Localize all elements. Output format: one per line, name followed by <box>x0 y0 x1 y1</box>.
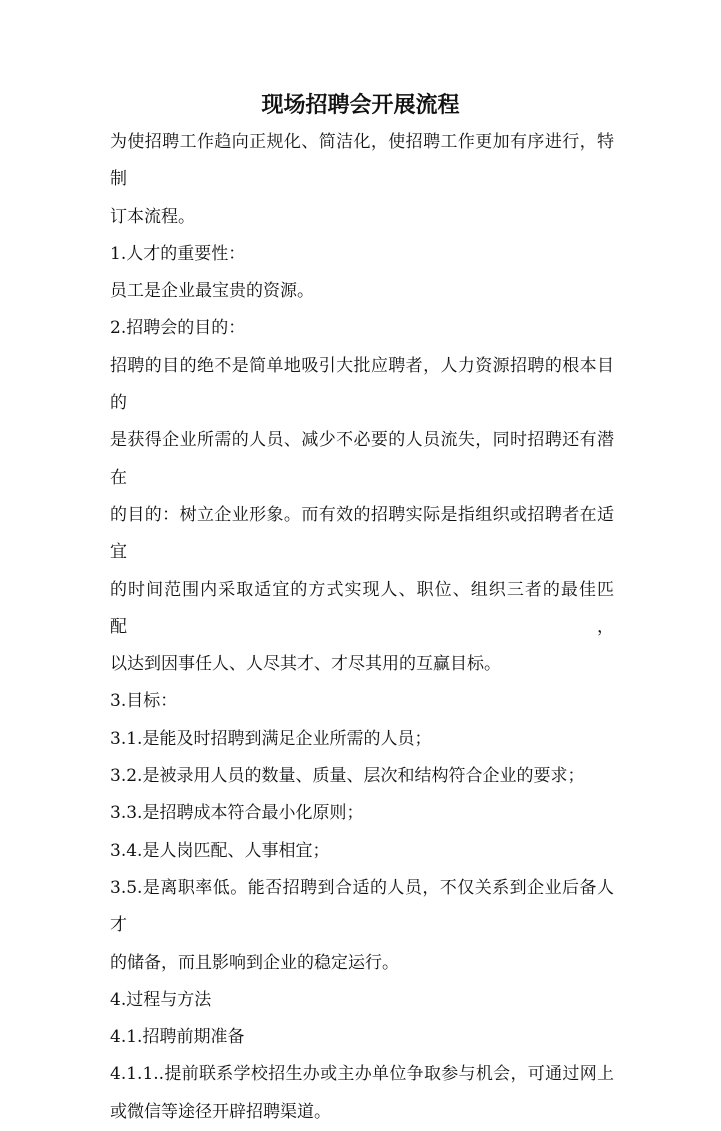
text-line: 3.4.是人岗匹配、人事相宜； <box>110 840 330 861</box>
text-line: 3.1.是能及时招聘到满足企业所需的人员； <box>110 728 432 749</box>
text-line: 的目的：树立企业形象。而有效的招聘实际是指组织或招聘者在适宜 <box>110 504 614 563</box>
text-line: 4.过程与方法 <box>110 989 212 1010</box>
text-line: 2.招聘会的目的： <box>110 318 246 339</box>
text-line: 订本流程。 <box>110 206 195 227</box>
text-line: 或微信等途径开辟招聘渠道。 <box>110 1101 331 1122</box>
text-line: 3.目标： <box>110 691 178 712</box>
text-line: 是获得企业所需的人员、减少不必要的人员流失，同时招聘还有潜在 <box>110 430 614 488</box>
text-line: 3.5.是离职率低。能否招聘到合适的人员，不仅关系到企业后备人才 <box>110 877 614 936</box>
text-line: 3.3.是招聘成本符合最小化原则； <box>110 803 364 824</box>
text-line: 3.2.是被录用人员的数量、质量、层次和结构符合企业的要求； <box>110 766 585 787</box>
text-line: 的时间范围内采取适宜的方式实现人、职位、组织三者的最佳匹配， <box>110 579 614 637</box>
text-line: 为使招聘工作趋向正规化、简洁化，使招聘工作更加有序进行，特制 <box>110 132 614 190</box>
text-line: 4.1.招聘前期准备 <box>110 1027 245 1048</box>
text-line: 招聘的目的绝不是简单地吸引大批应聘者，人力资源招聘的根本目的 <box>110 355 614 414</box>
text-line: 1.人才的重要性： <box>110 243 246 264</box>
text-line: 4.1.1..提前联系学校招生办或主办单位争取参与机会，可通过网上 <box>110 1064 614 1085</box>
text-line: 员工是企业最宝贵的资源。 <box>110 281 314 302</box>
document-body <box>110 124 614 1131</box>
text-line: 以达到因事任人、人尽其才、才尽其用的互赢目标。 <box>110 654 501 675</box>
document-title: 现场招聘会开展流程 <box>261 92 460 118</box>
text-line: 的储备，而且影响到企业的稳定运行。 <box>110 952 399 973</box>
